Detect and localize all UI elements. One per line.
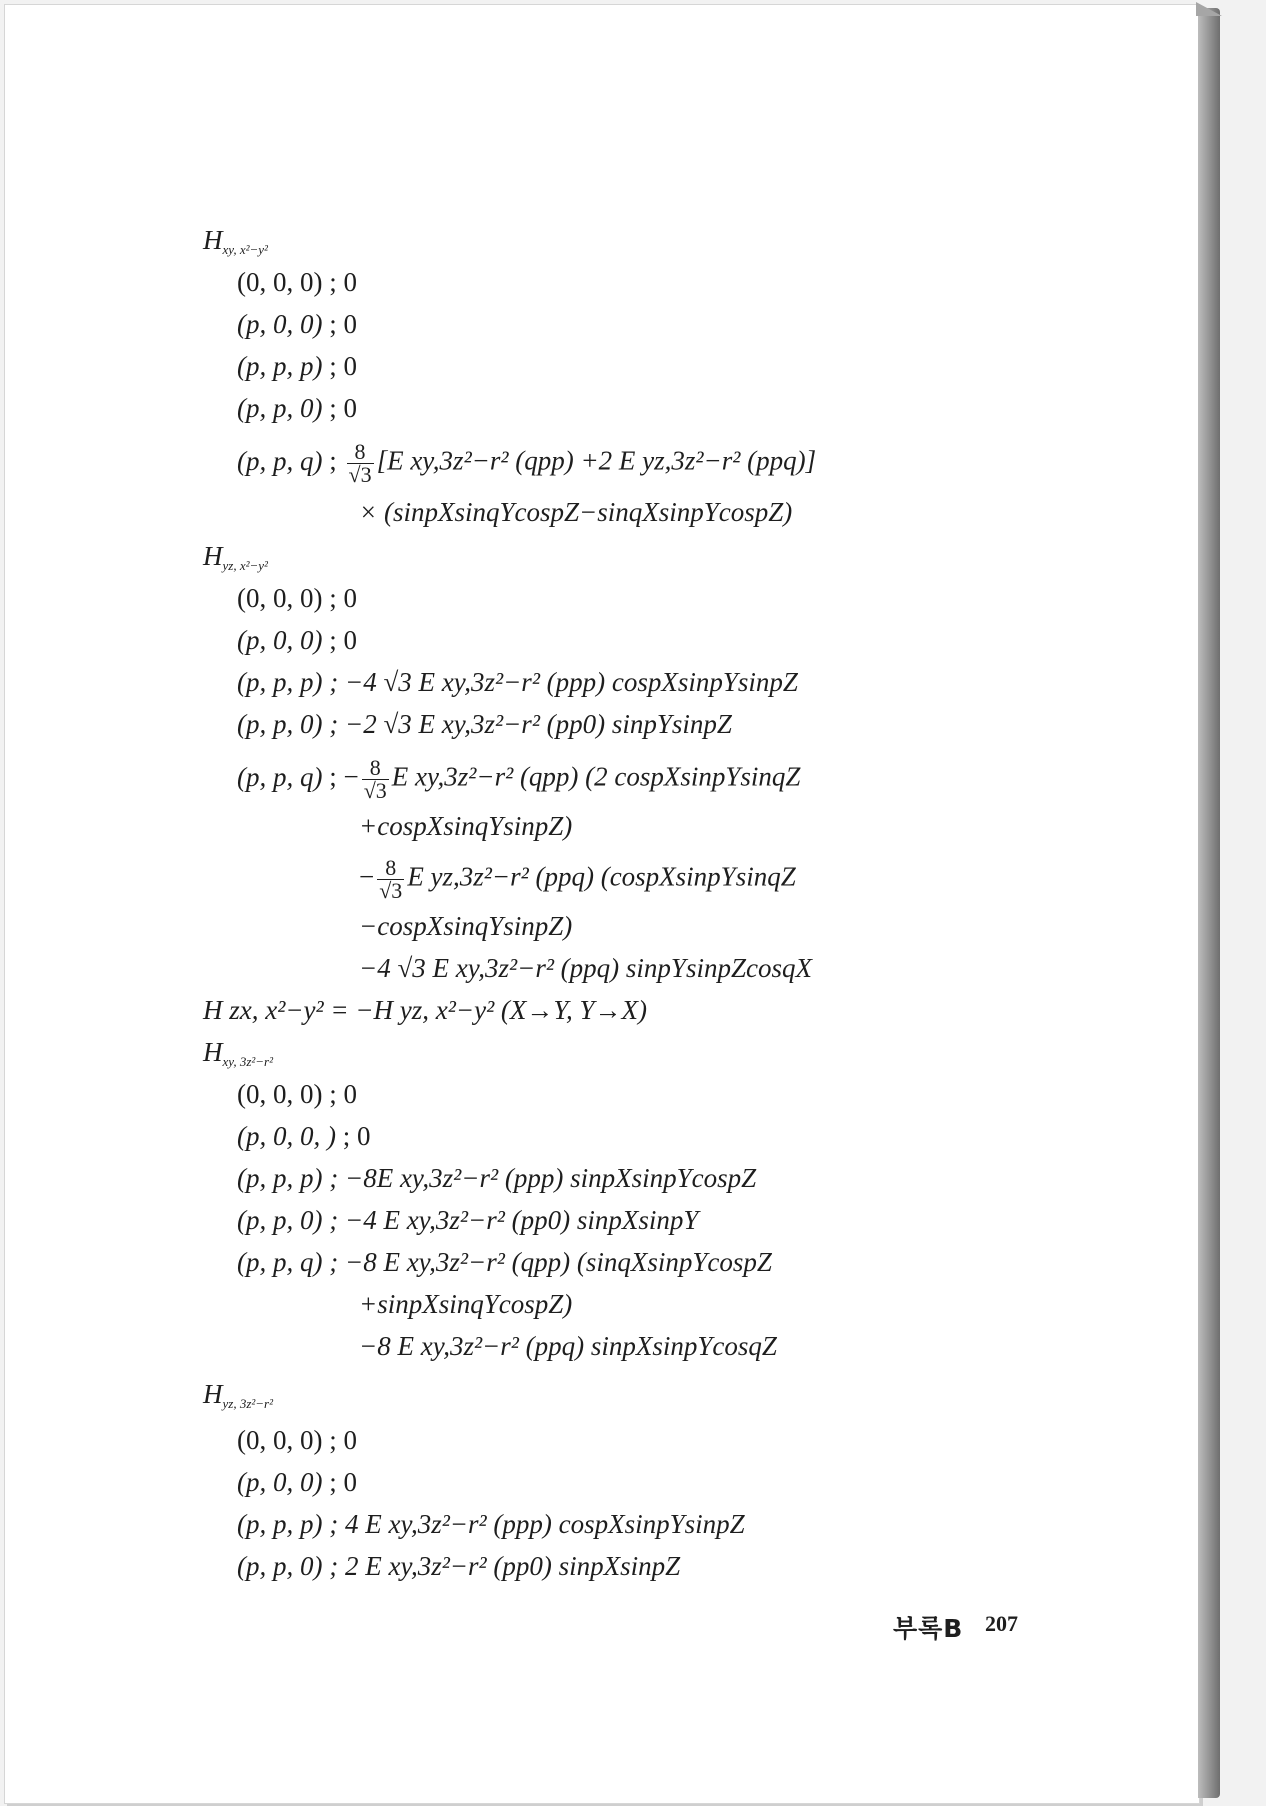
fraction — [347, 441, 374, 486]
fraction-numerator: 8 — [347, 441, 374, 464]
title-subscript: xy, 3z²−r² — [222, 1054, 274, 1069]
section-title-hyz-3z2r2 — [203, 1377, 273, 1411]
row-expression: ; 2 E xy,3z²−r² (pp0) sinpXsinpZ — [329, 1551, 681, 1581]
row-expression: ; −4 E xy,3z²−r² (pp0) sinpXsinpY — [329, 1205, 699, 1235]
section-title-hxy-x2y2 — [203, 223, 268, 257]
equation-row — [237, 1549, 680, 1583]
equation-row — [237, 1507, 745, 1541]
equation-row — [237, 757, 800, 802]
equation-continuation — [359, 951, 812, 985]
section-title-hxy-3z2r2 — [203, 1035, 273, 1069]
row-expression: ; 0 — [329, 1079, 357, 1109]
row-expression: ; 0 — [329, 583, 357, 613]
row-expression: −8 E xy,3z²−r² (ppq) sinpXsinpYcosqZ — [359, 1331, 777, 1361]
row-label: (p, p, p) — [237, 1163, 323, 1193]
equation-row — [237, 581, 357, 615]
equation-row — [237, 707, 732, 741]
row-label: (p, p, p) — [237, 667, 323, 697]
equation-row — [237, 307, 357, 341]
row-expression: ; 0 — [329, 351, 357, 381]
relation-expression: H zx, x²−y² = −H yz, x²−y² (X→Y, Y→X) — [203, 995, 647, 1025]
row-expression: ; 0 — [329, 625, 357, 655]
row-label: (0, 0, 0) — [237, 267, 323, 297]
row-expression: ; 0 — [329, 1425, 357, 1455]
row-label: (0, 0, 0) — [237, 1425, 323, 1455]
row-expression: ; −2 √3 E xy,3z²−r² (pp0) sinpYsinpZ — [329, 709, 732, 739]
row-expression: × (sinpXsinqYcospZ−sinqXsinpYcospZ) — [359, 497, 793, 527]
row-expression: ; −8E xy,3z²−r² (ppp) sinpXsinpYcospZ — [329, 1163, 757, 1193]
row-label: (p, p, p) — [237, 1509, 323, 1539]
row-expression: ; −4 √3 E xy,3z²−r² (ppp) cospXsinpYsinpZ — [329, 667, 798, 697]
row-separator: ; — [329, 445, 337, 476]
minus-sign: − — [359, 861, 375, 892]
row-expression: −4 √3 E xy,3z²−r² (ppq) sinpYsinpZcosqX — [359, 953, 812, 983]
equation-row — [237, 1203, 698, 1237]
row-label: (0, 0, 0) — [237, 1079, 323, 1109]
fraction-numerator: 8 — [362, 757, 389, 780]
title-symbol: H — [203, 1037, 223, 1067]
equation-row — [237, 1423, 357, 1457]
fraction-denominator: √3 — [363, 778, 387, 803]
row-expression: ; −8 E xy,3z²−r² (qpp) (sinqXsinpYcospZ — [329, 1247, 772, 1277]
row-label: (p, p, q) — [237, 445, 323, 476]
row-expression: +cospXsinqYsinpZ) — [359, 811, 573, 841]
title-subscript: xy, x²−y² — [222, 242, 268, 257]
equation-row — [237, 1245, 772, 1279]
title-symbol: H — [203, 1379, 223, 1409]
equation-continuation — [359, 1329, 777, 1363]
row-label: (p, p, q) — [237, 1247, 323, 1277]
page-edge-shadow — [1198, 8, 1220, 1798]
row-label: (p, p, 0) — [237, 393, 323, 423]
relation-hzx-x2y2 — [203, 993, 647, 1027]
row-expression: ; 0 — [329, 309, 357, 339]
page-number: 207 — [985, 1611, 1018, 1636]
row-expression: ; 0 — [329, 393, 357, 423]
title-subscript: yz, 3z²−r² — [222, 1396, 274, 1411]
equation-continuation — [359, 809, 572, 843]
equation-row — [237, 1119, 371, 1153]
fraction — [362, 757, 389, 802]
row-label: (p, p, 0) — [237, 1551, 323, 1581]
row-expression: E xy,3z²−r² (qpp) (2 cospXsinpYsinqZ — [391, 761, 801, 792]
row-label: (0, 0, 0) — [237, 583, 323, 613]
equation-continuation — [359, 909, 572, 943]
row-label: (p, p, 0) — [237, 1205, 323, 1235]
fraction-numerator: 8 — [377, 857, 404, 880]
row-expression: E yz,3z²−r² (ppq) (cospXsinpYsinqZ — [407, 861, 796, 892]
row-label: (p, 0, 0) — [237, 309, 323, 339]
equation-row — [237, 665, 798, 699]
row-expression: +sinpXsinqYcospZ) — [359, 1289, 573, 1319]
title-symbol: H — [203, 225, 223, 255]
row-separator: ; − — [329, 761, 359, 792]
equation-continuation — [359, 495, 792, 529]
equation-row — [237, 1077, 357, 1111]
row-expression: −cospXsinqYsinpZ) — [359, 911, 573, 941]
row-label: (p, p, q) — [237, 761, 323, 792]
row-expression: ; 0 — [329, 267, 357, 297]
equation-row — [237, 349, 357, 383]
equation-row — [237, 623, 357, 657]
row-label: (p, p, 0) — [237, 709, 323, 739]
row-label: (p, 0, 0) — [237, 625, 323, 655]
equation-row — [237, 441, 816, 486]
row-label: (p, p, p) — [237, 351, 323, 381]
book-page — [4, 4, 1200, 1804]
title-subscript: yz, x²−y² — [222, 558, 268, 573]
appendix-label: 부록B — [893, 1614, 964, 1643]
section-title-hyz-x2y2 — [203, 539, 268, 573]
row-expression: ; 4 E xy,3z²−r² (ppp) cospXsinpYsinpZ — [329, 1509, 745, 1539]
equation-row — [237, 391, 357, 425]
equation-row — [237, 265, 357, 299]
fraction — [377, 857, 404, 902]
equation-continuation — [359, 1287, 572, 1321]
fraction-denominator: √3 — [379, 878, 403, 903]
row-expression: ; 0 — [329, 1467, 357, 1497]
equation-continuation — [359, 857, 796, 902]
row-expression: ; 0 — [342, 1121, 371, 1151]
row-label: (p, 0, 0, ) — [237, 1121, 336, 1151]
equation-row — [237, 1161, 756, 1195]
fraction-denominator: √3 — [348, 462, 372, 487]
row-label: (p, 0, 0) — [237, 1467, 323, 1497]
row-expression: [E xy,3z²−r² (qpp) +2 E yz,3z²−r² (ppq)] — [376, 445, 817, 476]
title-symbol: H — [203, 541, 223, 571]
page-curl — [1196, 2, 1222, 16]
equation-row — [237, 1465, 357, 1499]
